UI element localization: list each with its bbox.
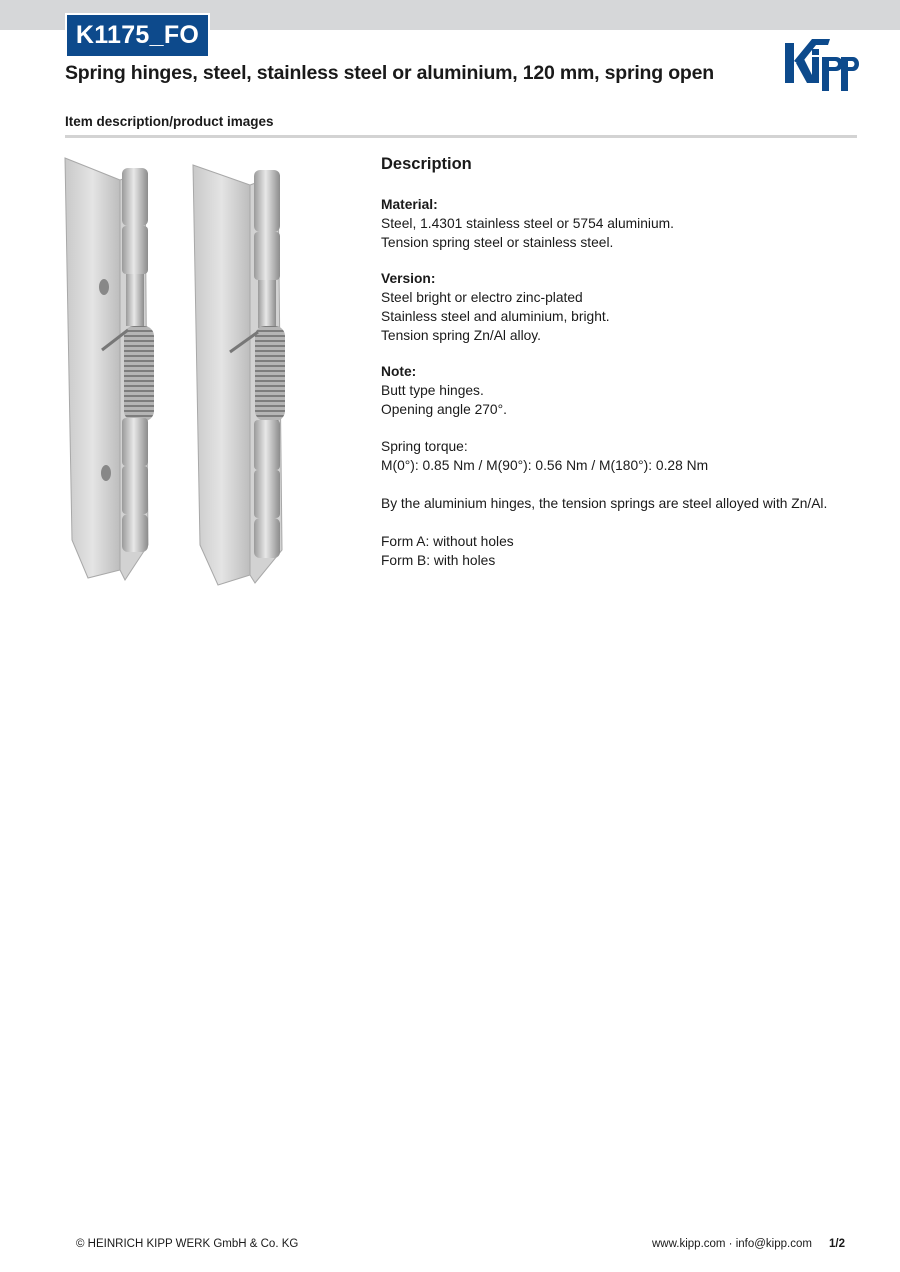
form-line: Form B: with holes — [381, 553, 496, 568]
material-line: Steel, 1.4301 stainless steel or 5754 aluminium. — [381, 216, 674, 231]
form-line: Form A: without holes — [381, 534, 514, 549]
footer-page-number: 1/2 — [829, 1238, 845, 1250]
version-block — [381, 269, 851, 345]
version-line: Stainless steel and aluminium, bright. — [381, 309, 610, 324]
forms-block — [381, 532, 851, 570]
kipp-logo — [782, 37, 860, 93]
spring-hinge-product-image — [60, 150, 300, 595]
hinge-form-b-image — [65, 158, 154, 580]
torque-block — [381, 437, 851, 475]
item-code-badge: K1175_FO — [65, 13, 210, 58]
note-line: Butt type hinges. — [381, 383, 484, 398]
torque-line: Spring torque: — [381, 439, 468, 454]
torque-line: M(0°): 0.85 Nm / M(90°): 0.56 Nm / M(180°): 0.28 Nm — [381, 458, 709, 473]
footer-copyright: © HEINRICH KIPP WERK GmbH & Co. KG — [76, 1238, 299, 1250]
version-line: Steel bright or electro zinc-plated — [381, 290, 583, 305]
note-block — [381, 362, 851, 419]
material-block — [381, 195, 851, 252]
section-label: Item description/product images — [65, 114, 274, 129]
hinge-form-a-image — [193, 165, 285, 585]
version-line: Tension spring Zn/Al alloy. — [381, 328, 542, 343]
section-divider — [65, 135, 857, 138]
page-title: Spring hinges, steel, stainless steel or aluminium, 120 mm, spring open — [65, 62, 714, 84]
note-label: Note: — [381, 364, 417, 379]
note-line: Opening angle 270°. — [381, 402, 507, 417]
material-label: Material: — [381, 197, 438, 212]
aluminium-note: By the aluminium hinges, the tension springs are steel alloyed with Zn/Al. — [381, 496, 828, 511]
footer-contact[interactable]: www.kipp.com · info@kipp.com — [652, 1238, 812, 1250]
description-panel — [381, 153, 851, 587]
material-line: Tension spring steel or stainless steel. — [381, 235, 614, 250]
description-heading: Description — [381, 155, 472, 173]
version-label: Version: — [381, 271, 436, 286]
